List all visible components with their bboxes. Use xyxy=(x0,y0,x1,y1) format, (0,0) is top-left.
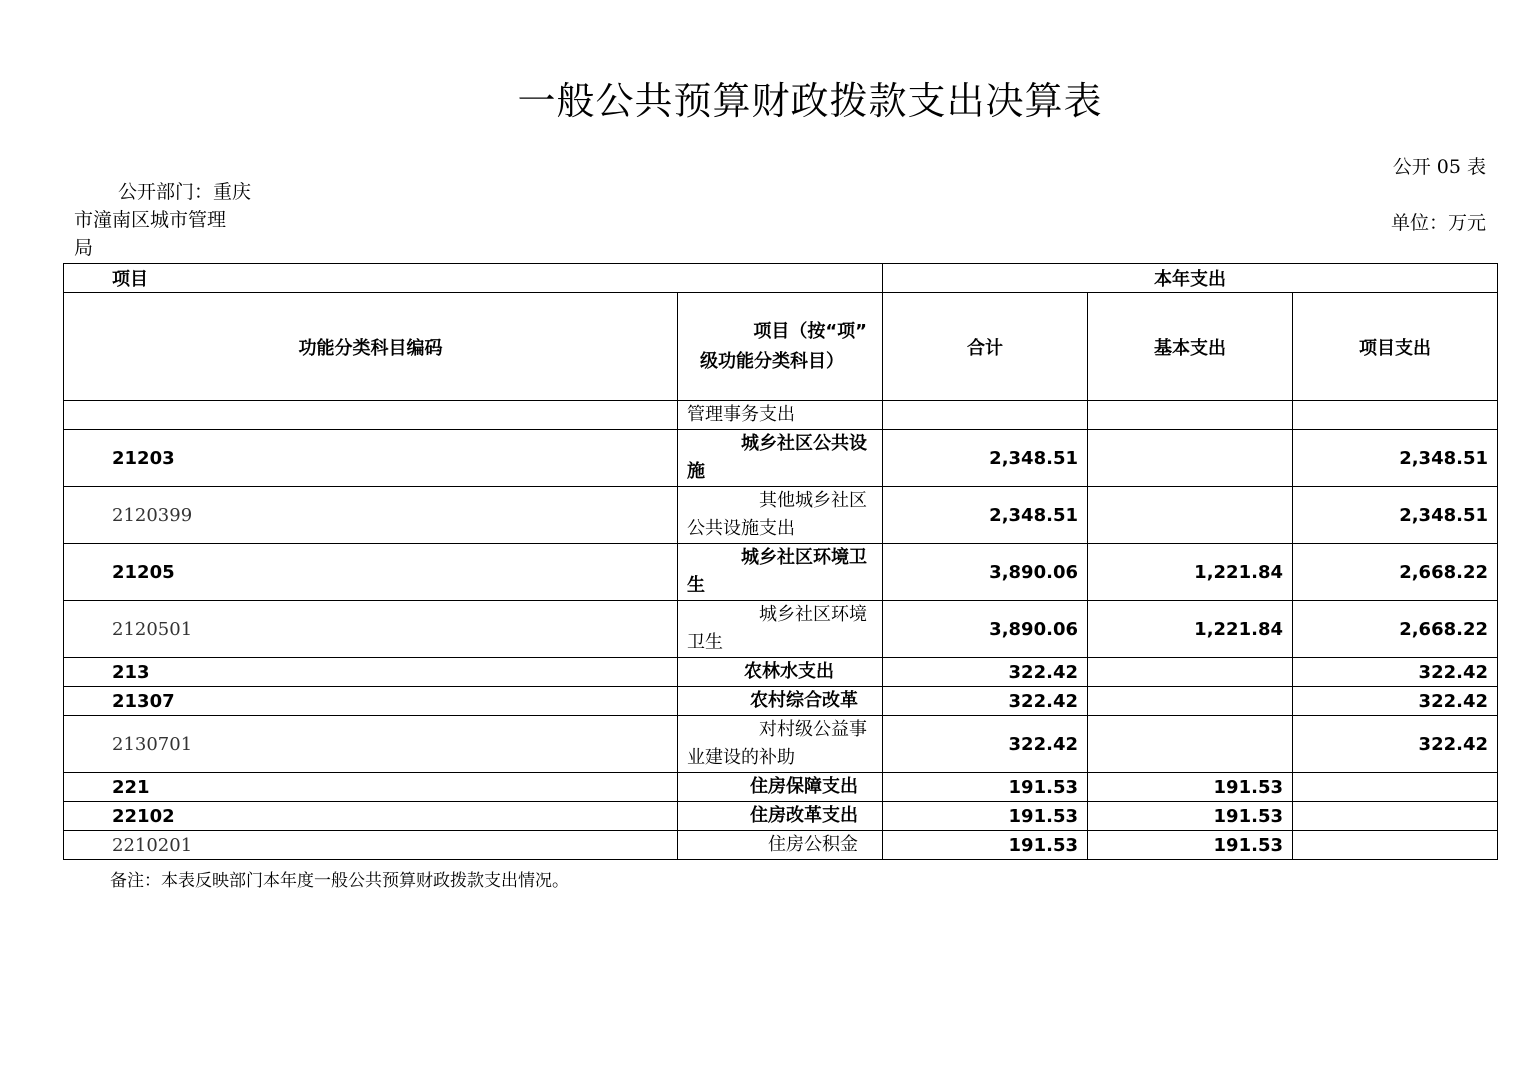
header-current-year: 本年支出 xyxy=(883,264,1498,293)
row-basic: 1,221.84 xyxy=(1088,544,1293,601)
header-name-line2: 级功能分类科目） xyxy=(700,350,844,372)
row-name-line2: 业建设的补助 xyxy=(687,747,795,768)
row-name xyxy=(678,401,883,430)
header-row-1 xyxy=(64,264,1498,293)
footnote: 备注：本表反映部门本年度一般公共预算财政拨款支出情况。 xyxy=(110,871,569,891)
header-row-2 xyxy=(64,293,1498,401)
row-name xyxy=(678,487,883,544)
header-item: 项目 xyxy=(64,264,883,293)
row-code: 221 xyxy=(64,773,678,802)
header-name xyxy=(678,293,883,401)
row-code: 2210201 xyxy=(64,831,678,860)
row-project xyxy=(1293,831,1498,860)
row-project xyxy=(1293,401,1498,430)
row-project: 2,348.51 xyxy=(1293,487,1498,544)
row-code xyxy=(64,401,678,430)
row-code: 2130701 xyxy=(64,716,678,773)
row-name-line2: 公共设施支出 xyxy=(687,518,795,539)
header-project: 项目支出 xyxy=(1293,293,1498,401)
row-name xyxy=(678,716,883,773)
row-name xyxy=(678,544,883,601)
department-name-line1: 市潼南区城市管理 xyxy=(74,209,227,231)
row-project: 2,668.22 xyxy=(1293,601,1498,658)
row-name: 农村综合改革 xyxy=(678,687,883,716)
budget-table xyxy=(63,263,1498,860)
row-code: 21205 xyxy=(64,544,678,601)
row-project: 322.42 xyxy=(1293,716,1498,773)
row-total: 2,348.51 xyxy=(883,430,1088,487)
row-total: 2,348.51 xyxy=(883,487,1088,544)
table-row xyxy=(64,802,1498,831)
row-basic xyxy=(1088,487,1293,544)
row-code: 213 xyxy=(64,658,678,687)
row-name-line1: 城乡社区环境 xyxy=(759,604,867,625)
row-name-line1: 其他城乡社区 xyxy=(759,490,867,511)
row-name-line1: 城乡社区环境卫 xyxy=(741,547,867,568)
row-name xyxy=(678,430,883,487)
row-total: 3,890.06 xyxy=(883,601,1088,658)
row-total: 3,890.06 xyxy=(883,544,1088,601)
row-total: 191.53 xyxy=(883,831,1088,860)
department-info xyxy=(74,178,274,262)
row-name-line1: 城乡社区公共设 xyxy=(741,433,867,454)
page-title: 一般公共预算财政拨款支出决算表 xyxy=(517,79,1103,123)
row-total xyxy=(883,401,1088,430)
row-code: 2120501 xyxy=(64,601,678,658)
table-number: 公开 05 表 xyxy=(1392,156,1486,178)
row-basic xyxy=(1088,716,1293,773)
row-total: 191.53 xyxy=(883,802,1088,831)
row-project: 322.42 xyxy=(1293,687,1498,716)
table-row xyxy=(64,487,1498,544)
row-name-line2: 生 xyxy=(687,575,705,596)
row-basic xyxy=(1088,658,1293,687)
header-total: 合计 xyxy=(883,293,1088,401)
department-label: 公开部门：重庆 xyxy=(118,181,252,203)
row-basic: 191.53 xyxy=(1088,773,1293,802)
department-name-line2: 局 xyxy=(74,237,94,259)
row-project: 322.42 xyxy=(1293,658,1498,687)
row-name: 农林水支出 xyxy=(678,658,883,687)
row-project: 2,668.22 xyxy=(1293,544,1498,601)
row-basic xyxy=(1088,401,1293,430)
row-total: 191.53 xyxy=(883,773,1088,802)
row-name: 住房改革支出 xyxy=(678,802,883,831)
row-code: 21307 xyxy=(64,687,678,716)
unit-label: 单位：万元 xyxy=(1390,212,1486,234)
row-code: 2120399 xyxy=(64,487,678,544)
header-name-line1: 项目（按“项” xyxy=(753,320,867,342)
row-name: 住房保障支出 xyxy=(678,773,883,802)
row-project xyxy=(1293,802,1498,831)
table-row xyxy=(64,658,1498,687)
row-name-line2: 施 xyxy=(687,461,705,482)
row-total: 322.42 xyxy=(883,687,1088,716)
row-total: 322.42 xyxy=(883,658,1088,687)
row-code: 21203 xyxy=(64,430,678,487)
table-row xyxy=(64,773,1498,802)
row-code: 22102 xyxy=(64,802,678,831)
table-row xyxy=(64,831,1498,860)
table-row xyxy=(64,687,1498,716)
row-basic: 191.53 xyxy=(1088,831,1293,860)
header-basic: 基本支出 xyxy=(1088,293,1293,401)
row-name-line2: 卫生 xyxy=(687,632,723,653)
table-row xyxy=(64,716,1498,773)
row-project xyxy=(1293,773,1498,802)
row-name: 住房公积金 xyxy=(678,831,883,860)
row-project: 2,348.51 xyxy=(1293,430,1498,487)
table-row xyxy=(64,430,1498,487)
row-basic: 1,221.84 xyxy=(1088,601,1293,658)
row-name-line2: 管理事务支出 xyxy=(687,404,795,425)
row-total: 322.42 xyxy=(883,716,1088,773)
table-row xyxy=(64,401,1498,430)
row-name xyxy=(678,601,883,658)
row-name-line1: 对村级公益事 xyxy=(759,719,867,740)
row-basic xyxy=(1088,687,1293,716)
header-code: 功能分类科目编码 xyxy=(64,293,678,401)
table-row xyxy=(64,601,1498,658)
row-basic: 191.53 xyxy=(1088,802,1293,831)
table-row xyxy=(64,544,1498,601)
row-basic xyxy=(1088,430,1293,487)
